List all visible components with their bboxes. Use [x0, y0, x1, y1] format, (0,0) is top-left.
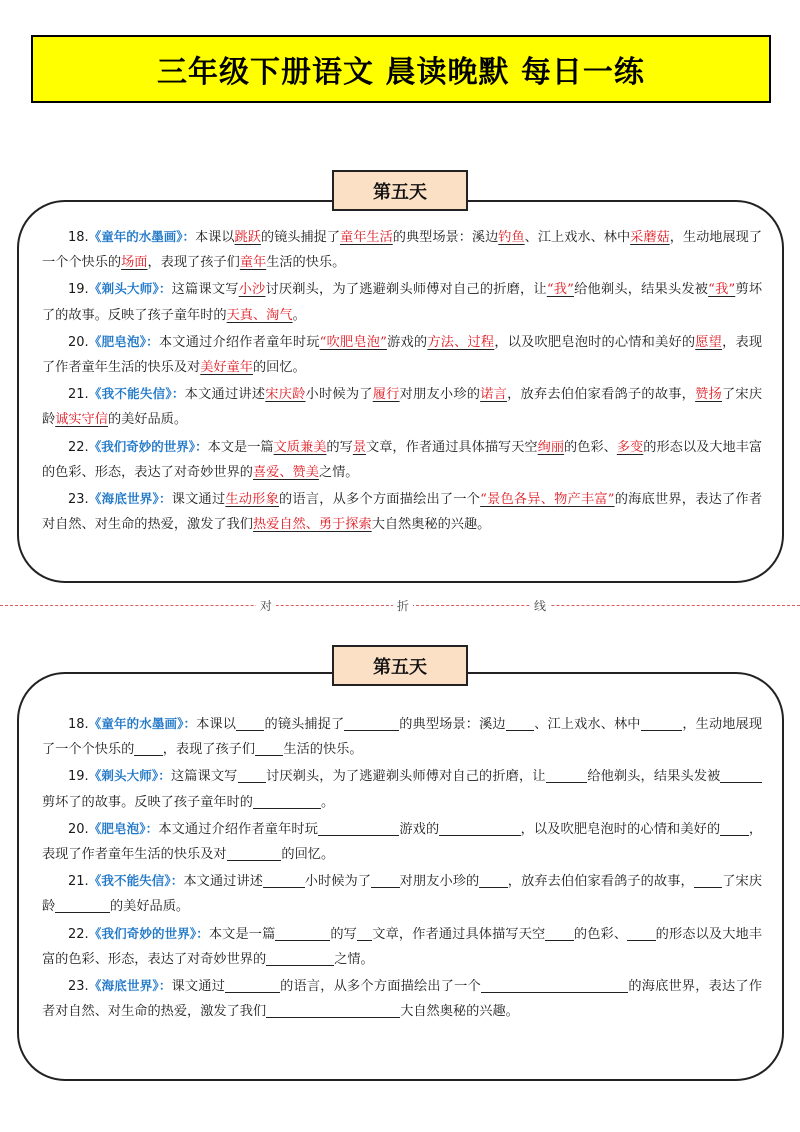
body-text: ，以及吹肥皂泡时的心情和美好的 [520, 821, 721, 837]
item-number: 21. [68, 874, 89, 890]
fill-in-blank[interactable] [266, 1002, 400, 1018]
item-number: 18. [68, 230, 89, 245]
body-text: 的海底世界，表达了作者对自然、对生命的热爱，激发了我们 [42, 979, 763, 1020]
lesson-title: 《我们奇妙的世界》： [88, 438, 208, 454]
body-text: 小时候为了 [305, 387, 373, 403]
lesson-title: 《我不能失信》： [88, 873, 184, 889]
body-text: 这篇课文写 [170, 769, 238, 785]
body-text: 课文通过 [171, 492, 226, 508]
lesson-title: 《我们奇妙的世界》： [88, 925, 209, 941]
body-text: 的写 [330, 926, 357, 942]
exercise-item [42, 868, 762, 919]
fill-in-blank[interactable] [344, 715, 399, 731]
lesson-title: 《肥皂泡》： [88, 820, 159, 836]
body-text: 了宋庆龄 [42, 387, 763, 428]
exercise-item [42, 816, 762, 867]
item-number: 19. [68, 769, 89, 785]
answer-item [42, 224, 762, 275]
answer-text: 多变 [616, 439, 644, 455]
body-text: 。 [292, 307, 306, 323]
fill-in-blank[interactable] [225, 977, 280, 993]
body-text: 、江上戏水、林中 [524, 230, 631, 245]
body-text: 对朋友小珍的 [399, 874, 480, 890]
fill-in-blank[interactable] [481, 977, 628, 993]
answer-text: 文质兼美 [273, 439, 327, 455]
body-text: ，生动地展现了一个个快乐的 [42, 717, 763, 758]
body-text: 剪坏了的故事。反映了孩子童年时的 [42, 794, 253, 810]
body-text: 的形态以及大地丰富的色彩、形态，表达了对奇妙世界的 [42, 439, 763, 480]
body-text: 的写 [326, 439, 353, 455]
body-text: 游戏的 [399, 821, 440, 837]
exercise-item [42, 711, 762, 762]
answer-text: 愿望 [695, 334, 723, 350]
body-text: 文章，作者通过具体描写天空 [372, 926, 546, 942]
answer-text: “吹肥皂泡” [319, 334, 387, 350]
fill-in-blank[interactable] [266, 950, 334, 966]
answer-text: 跳跃 [234, 230, 261, 245]
body-text: 文章，作者通过具体描写天空 [366, 439, 538, 455]
item-number: 23. [68, 492, 89, 508]
exercise-item [42, 763, 762, 814]
body-text: 本文是一篇 [208, 926, 276, 942]
fill-in-blank[interactable] [55, 897, 110, 913]
body-text: 的美好品质。 [107, 412, 188, 428]
body-text: 的海底世界，表达了作者对自然、对生命的热爱，激发了我们 [42, 492, 763, 533]
lesson-title: 《剃头大师》： [88, 768, 171, 784]
lesson-title: 《海底世界》： [88, 978, 172, 994]
body-text: 本文通过讲述 [183, 874, 264, 890]
fill-in-blank[interactable] [318, 820, 399, 836]
answer-text: 履行 [372, 387, 400, 403]
body-text: 给他剃头，结果头发被 [587, 769, 721, 785]
fill-in-blank[interactable] [236, 715, 264, 731]
answer-text: 生动形象 [225, 492, 279, 508]
answer-text: 宋庆龄 [265, 387, 306, 403]
answer-text: 场面 [121, 255, 148, 271]
fill-in-blank[interactable] [263, 872, 305, 888]
body-text: 本课以 [196, 717, 237, 732]
body-text: 。 [321, 794, 335, 810]
fill-in-blank[interactable] [479, 872, 507, 888]
day-tab-exercise: 第五天 [332, 645, 468, 686]
page-title: 三年级下册语文 晨读晚默 每日一练 [157, 55, 645, 90]
fill-in-blank[interactable] [227, 845, 282, 861]
body-text: 这篇课文写 [171, 282, 239, 298]
fill-in-blank[interactable] [627, 925, 655, 941]
body-text: 之情。 [318, 464, 359, 480]
answer-text: “景色各异、物产丰富” [480, 492, 615, 508]
body-text: 讨厌剃头，为了逃避剃头师傅对自己的折磨，让 [265, 282, 547, 298]
body-text: 本文是一篇 [207, 439, 274, 455]
body-text: 生活的快乐。 [266, 255, 346, 271]
lesson-title: 《剃头大师》： [88, 281, 172, 297]
body-text: 本文通过介绍作者童年时玩 [158, 821, 319, 837]
body-text: 、江上戏水、林中 [534, 717, 641, 732]
item-number: 22. [68, 439, 89, 455]
body-text: 之情。 [334, 951, 374, 967]
answer-text: 喜爱、赞美 [253, 464, 319, 480]
fold-label-char-2: 折 [393, 597, 413, 614]
fill-in-blank[interactable] [275, 925, 330, 941]
body-text: ，以及吹肥皂泡时的心情和美好的 [494, 334, 696, 350]
answer-text: 童年 [239, 255, 267, 271]
answer-text: 采蘑菇 [630, 230, 670, 245]
body-text: 课文通过 [171, 979, 226, 995]
body-text: 的回忆。 [281, 847, 335, 863]
body-text: 的典型场景：溪边 [399, 717, 506, 732]
answer-text: 热爱自然、勇于探索 [253, 517, 372, 533]
body-text: ，表现了孩子们 [147, 255, 240, 271]
body-text: 讨厌剃头，为了逃避剃头师傅对自己的折磨，让 [265, 769, 546, 785]
body-text: 的语言，从多个方面描绘出了一个 [279, 979, 481, 995]
exercise-content [42, 711, 762, 1025]
fold-label-char-3: 线 [530, 597, 550, 614]
answer-text: 诺言 [480, 387, 508, 403]
answer-text: 美好童年 [200, 360, 253, 376]
exercise-item [42, 973, 762, 1024]
body-text: 本文通过介绍作者童年时玩 [158, 334, 320, 350]
item-number: 23. [68, 979, 89, 995]
fill-in-blank[interactable] [506, 715, 534, 731]
body-text: 的镜头捕捉了 [264, 717, 345, 732]
body-text: 对朋友小珍的 [399, 387, 481, 403]
answer-text: 钓鱼 [498, 230, 525, 245]
answer-text: “我” [546, 282, 574, 298]
answer-text: 赞扬 [695, 387, 722, 403]
answer-item [42, 276, 762, 327]
body-text: 的色彩、 [573, 926, 628, 942]
body-text: 本课以 [194, 230, 235, 245]
fill-in-blank[interactable] [371, 872, 399, 888]
body-text: 了宋庆龄 [42, 874, 763, 915]
body-text: 剪坏了的故事。反映了孩子童年时的 [42, 282, 763, 323]
fill-in-blank[interactable] [439, 820, 520, 836]
fill-in-blank[interactable] [720, 767, 762, 783]
fill-in-blank[interactable] [694, 872, 722, 888]
answer-item [42, 329, 762, 380]
body-text: 本文通过讲述 [184, 387, 266, 403]
item-number: 18. [68, 717, 89, 732]
item-number: 22. [68, 926, 89, 942]
fill-in-blank[interactable] [641, 715, 683, 731]
answer-item [42, 381, 762, 432]
lesson-title: 《我不能失信》： [88, 386, 185, 402]
lesson-title: 《海底世界》： [88, 491, 172, 507]
body-text: ，放弃去伯伯家看鸽子的故事， [507, 874, 694, 890]
answer-key-content [42, 224, 762, 538]
answer-text: 绚丽 [537, 439, 565, 455]
body-text: 的镜头捕捉了 [260, 230, 341, 245]
body-text: ，表现了作者童年生活的快乐及对 [42, 334, 763, 376]
body-text: 小时候为了 [304, 874, 372, 890]
answer-text: 景 [352, 439, 367, 455]
item-number: 21. [68, 387, 89, 403]
body-text: 的典型场景：溪边 [392, 230, 499, 245]
fill-in-blank[interactable] [357, 925, 372, 941]
body-text: 给他剃头，结果头发被 [573, 282, 709, 298]
fill-in-blank[interactable] [255, 740, 283, 756]
exercise-item [42, 921, 762, 972]
fold-label-char-1: 对 [256, 597, 276, 614]
lesson-title: 《肥皂泡》： [88, 333, 159, 349]
body-text: 生活的快乐。 [283, 742, 363, 758]
body-text: 的语言，从多个方面描绘出了一个 [279, 492, 481, 508]
fill-in-blank[interactable] [134, 740, 162, 756]
body-text: ，放弃去伯伯家看鸽子的故事， [507, 387, 696, 403]
answer-text: 天真、淘气 [226, 307, 293, 323]
body-text: 的形态以及大地丰富的色彩、形态，表达了对奇妙世界的 [42, 926, 763, 967]
fill-in-blank[interactable] [253, 793, 321, 809]
fill-in-blank[interactable] [238, 767, 266, 783]
body-text: 大自然奥秘的兴趣。 [400, 1004, 519, 1020]
answer-text: 诚实守信 [55, 412, 108, 428]
answer-text: “我” [708, 282, 736, 298]
lesson-title: 《童年的水墨画》： [88, 716, 197, 731]
item-number: 20. [68, 334, 89, 350]
fill-in-blank[interactable] [545, 925, 573, 941]
body-text: 的回忆。 [253, 360, 306, 376]
fill-in-blank[interactable] [720, 820, 748, 836]
title-banner [31, 35, 771, 103]
answer-item [42, 486, 762, 537]
answer-item [42, 434, 762, 485]
body-text: 的色彩、 [564, 439, 617, 455]
answer-text: 童年生活 [340, 230, 393, 245]
body-text: ，生动地展现了一个个快乐的 [42, 230, 763, 271]
fill-in-blank[interactable] [546, 767, 588, 783]
body-text: 的美好品质。 [109, 899, 190, 915]
body-text: 游戏的 [386, 334, 428, 350]
body-text: ，表现了作者童年生活的快乐及对 [42, 821, 763, 863]
answer-text: 方法、过程 [427, 334, 495, 350]
day-tab-answer-key: 第五天 [332, 170, 468, 211]
body-text: 大自然奥秘的兴趣。 [371, 517, 491, 533]
answer-text: 小沙 [238, 282, 266, 298]
item-number: 19. [68, 282, 89, 298]
body-text: ，表现了孩子们 [162, 742, 256, 758]
lesson-title: 《童年的水墨画》： [88, 229, 195, 244]
item-number: 20. [68, 821, 89, 837]
